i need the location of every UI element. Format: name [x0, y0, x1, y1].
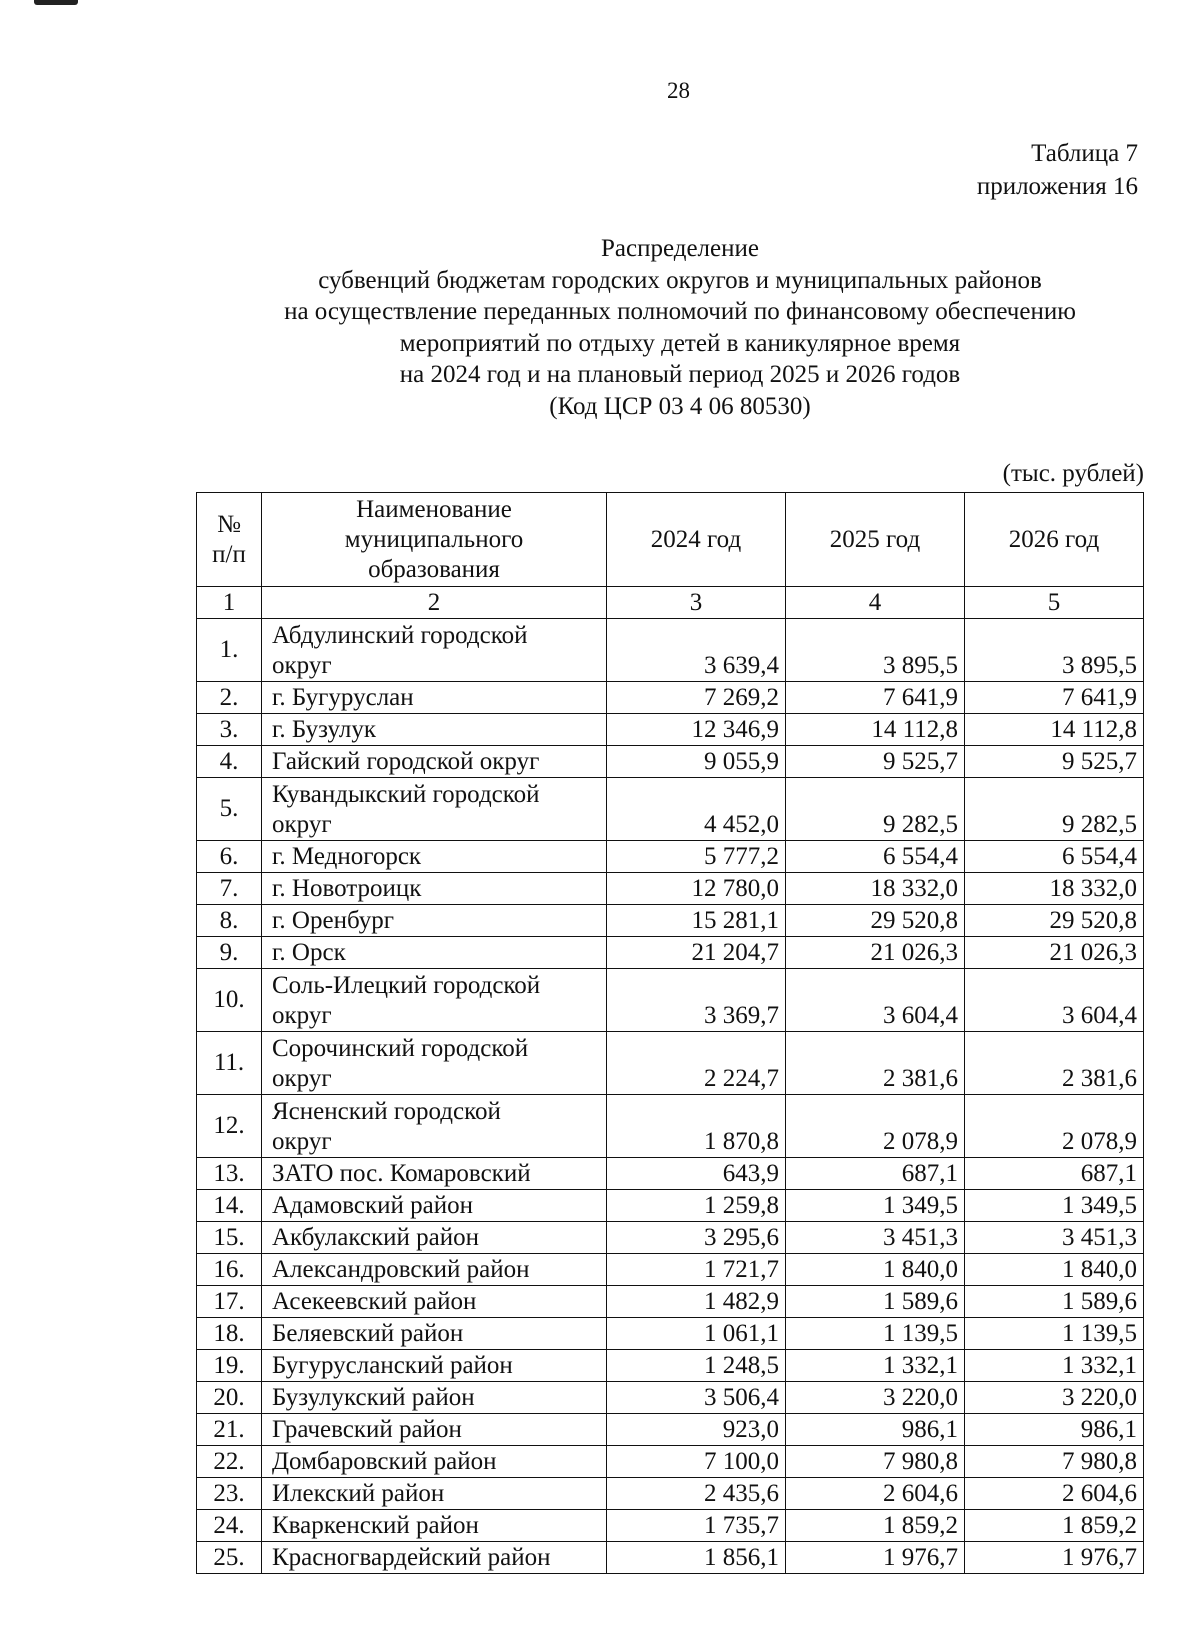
table-row: [197, 873, 1144, 905]
municipality-name: Александровский район: [262, 1254, 607, 1286]
header-2025: 2025 год: [786, 493, 965, 587]
table-row: [197, 1414, 1144, 1446]
units-label: (тыс. рублей): [1002, 460, 1144, 487]
value-2025: 14 112,8: [786, 714, 965, 746]
title-line: мероприятий по отдыху детей в каникулярное время: [399, 329, 961, 357]
municipality-name: Домбаровский район: [262, 1446, 607, 1478]
row-number: 13.: [197, 1158, 262, 1190]
row-number: 16.: [197, 1254, 262, 1286]
value-2024: 21 204,7: [607, 937, 786, 969]
municipality-name: [262, 1095, 607, 1158]
row-number: 7.: [197, 873, 262, 905]
value-2025: 1 589,6: [786, 1286, 965, 1318]
value-2026: 3 895,5: [965, 619, 1144, 682]
value-2025: 7 641,9: [786, 682, 965, 714]
municipality-name: [262, 969, 607, 1032]
value-2026: 1 349,5: [965, 1190, 1144, 1222]
table-row: [197, 1190, 1144, 1222]
value-2024: 1 721,7: [607, 1254, 786, 1286]
municipality-name-line: округ: [272, 1002, 332, 1029]
column-number: 1: [197, 587, 262, 619]
table-caption: [977, 137, 1138, 203]
table-row: [197, 937, 1144, 969]
table-row: [197, 1510, 1144, 1542]
value-2026: 3 604,4: [965, 969, 1144, 1032]
row-number: 12.: [197, 1095, 262, 1158]
value-2026: 21 026,3: [965, 937, 1144, 969]
municipality-name: [262, 619, 607, 682]
value-2024: 2 435,6: [607, 1478, 786, 1510]
value-2026: 1 139,5: [965, 1318, 1144, 1350]
row-number: 23.: [197, 1478, 262, 1510]
value-2025: 1 840,0: [786, 1254, 965, 1286]
table-row: [197, 746, 1144, 778]
header-number: № п/п: [197, 493, 262, 587]
value-2025: 21 026,3: [786, 937, 965, 969]
value-2024: 3 639,4: [607, 619, 786, 682]
municipality-name: г. Бузулук: [262, 714, 607, 746]
value-2025: 687,1: [786, 1158, 965, 1190]
municipality-name: Акбулакский район: [262, 1222, 607, 1254]
table-row: [197, 1032, 1144, 1095]
value-2024: 1 735,7: [607, 1510, 786, 1542]
value-2025: 3 604,4: [786, 969, 965, 1032]
header-name: Наименование муниципального образования: [262, 493, 607, 587]
row-number: 10.: [197, 969, 262, 1032]
row-number: 8.: [197, 905, 262, 937]
municipality-name: Бузулукский район: [262, 1382, 607, 1414]
table-row: [197, 1542, 1144, 1574]
column-number: 5: [965, 587, 1144, 619]
municipality-name-line: Абдулинский городской: [272, 622, 528, 649]
row-number: 14.: [197, 1190, 262, 1222]
municipality-name: [262, 1032, 607, 1095]
page-number: 28: [667, 78, 690, 103]
table-row: [197, 1286, 1144, 1318]
value-2024: 5 777,2: [607, 841, 786, 873]
municipality-name: г. Бугуруслан: [262, 682, 607, 714]
table-row: [197, 1446, 1144, 1478]
value-2024: 15 281,1: [607, 905, 786, 937]
header-2024: 2024 год: [607, 493, 786, 587]
value-2026: 7 980,8: [965, 1446, 1144, 1478]
row-number: 3.: [197, 714, 262, 746]
value-2024: 12 346,9: [607, 714, 786, 746]
municipality-name-line: округ: [272, 811, 332, 838]
subvention-table: [196, 492, 1144, 1574]
row-number: 24.: [197, 1510, 262, 1542]
row-number: 18.: [197, 1318, 262, 1350]
municipality-name-line: Кувандыкский городской: [272, 781, 540, 808]
row-number: 6.: [197, 841, 262, 873]
value-2025: 29 520,8: [786, 905, 965, 937]
municipality-name-line: Сорочинский городской: [272, 1035, 529, 1062]
column-number: 2: [262, 587, 607, 619]
value-2024: 3 506,4: [607, 1382, 786, 1414]
title-line: субвенций бюджетам городских округов и муниципальных районов: [318, 266, 1042, 294]
municipality-name-line: округ: [272, 652, 332, 679]
title-line: на осуществление переданных полномочий по финансовому обеспечению: [284, 298, 1076, 325]
table-row: [197, 1382, 1144, 1414]
municipality-name-line: Ясненский городской: [272, 1098, 501, 1125]
municipality-name: ЗАТО пос. Комаровский: [262, 1158, 607, 1190]
value-2025: 1 859,2: [786, 1510, 965, 1542]
value-2026: 2 078,9: [965, 1095, 1144, 1158]
value-2026: 687,1: [965, 1158, 1144, 1190]
table-body: [197, 587, 1144, 1574]
table-row: [197, 1158, 1144, 1190]
value-2026: 1 840,0: [965, 1254, 1144, 1286]
table-row: [197, 1350, 1144, 1382]
value-2024: 923,0: [607, 1414, 786, 1446]
value-2026: 1 859,2: [965, 1510, 1144, 1542]
row-number: 9.: [197, 937, 262, 969]
row-number: 19.: [197, 1350, 262, 1382]
value-2025: 2 381,6: [786, 1032, 965, 1095]
value-2025: 18 332,0: [786, 873, 965, 905]
value-2026: 1 976,7: [965, 1542, 1144, 1574]
title-code-line: (Код ЦСР 03 4 06 80530): [549, 392, 811, 420]
value-2025: 9 282,5: [786, 778, 965, 841]
value-2026: 9 525,7: [965, 746, 1144, 778]
row-number: 5.: [197, 778, 262, 841]
value-2025: 3 451,3: [786, 1222, 965, 1254]
table-row: [197, 1318, 1144, 1350]
value-2024: 1 259,8: [607, 1190, 786, 1222]
value-2026: 18 332,0: [965, 873, 1144, 905]
value-2025: 6 554,4: [786, 841, 965, 873]
column-number: 4: [786, 587, 965, 619]
value-2025: 1 976,7: [786, 1542, 965, 1574]
value-2026: 2 381,6: [965, 1032, 1144, 1095]
table-row: [197, 969, 1144, 1032]
row-number: 2.: [197, 682, 262, 714]
value-2025: 3 895,5: [786, 619, 965, 682]
row-number: 21.: [197, 1414, 262, 1446]
municipality-name-line: округ: [272, 1128, 332, 1155]
table-number: Таблица 7: [1031, 140, 1138, 167]
municipality-name: г. Орск: [262, 937, 607, 969]
value-2025: 1 332,1: [786, 1350, 965, 1382]
table-row: [197, 778, 1144, 841]
row-number: 4.: [197, 746, 262, 778]
value-2026: 29 520,8: [965, 905, 1144, 937]
value-2024: 1 870,8: [607, 1095, 786, 1158]
value-2025: 1 349,5: [786, 1190, 965, 1222]
municipality-name-line: округ: [272, 1065, 332, 1092]
municipality-name: [262, 778, 607, 841]
column-number: 3: [607, 587, 786, 619]
value-2025: 2 604,6: [786, 1478, 965, 1510]
value-2026: 7 641,9: [965, 682, 1144, 714]
municipality-name: Асекеевский район: [262, 1286, 607, 1318]
header-2026: 2026 год: [965, 493, 1144, 587]
row-number: 17.: [197, 1286, 262, 1318]
value-2024: 3 295,6: [607, 1222, 786, 1254]
table-row: [197, 1254, 1144, 1286]
value-2025: 9 525,7: [786, 746, 965, 778]
municipality-name: Кваркенский район: [262, 1510, 607, 1542]
value-2026: 1 332,1: [965, 1350, 1144, 1382]
appendix-reference: приложения 16: [976, 173, 1138, 200]
value-2025: 986,1: [786, 1414, 965, 1446]
value-2025: 1 139,5: [786, 1318, 965, 1350]
municipality-name-line: Соль-Илецкий городской: [272, 972, 541, 999]
value-2026: 6 554,4: [965, 841, 1144, 873]
value-2026: 3 451,3: [965, 1222, 1144, 1254]
value-2026: 3 220,0: [965, 1382, 1144, 1414]
row-number: 25.: [197, 1542, 262, 1574]
table-row: [197, 619, 1144, 682]
municipality-name: г. Оренбург: [262, 905, 607, 937]
value-2025: 3 220,0: [786, 1382, 965, 1414]
value-2024: 1 248,5: [607, 1350, 786, 1382]
value-2026: 1 589,6: [965, 1286, 1144, 1318]
column-number-row: [197, 587, 1144, 619]
value-2026: 9 282,5: [965, 778, 1144, 841]
value-2024: 3 369,7: [607, 969, 786, 1032]
municipality-name: Илекский район: [262, 1478, 607, 1510]
municipality-name: г. Медногорск: [262, 841, 607, 873]
row-number: 11.: [197, 1032, 262, 1095]
row-number: 22.: [197, 1446, 262, 1478]
table-row: [197, 1478, 1144, 1510]
municipality-name: г. Новотроицк: [262, 873, 607, 905]
value-2025: 2 078,9: [786, 1095, 965, 1158]
municipality-name: Грачевский район: [262, 1414, 607, 1446]
value-2024: 1 061,1: [607, 1318, 786, 1350]
title-line: на 2024 год и на плановый период 2025 и 2026 годов: [399, 361, 961, 388]
table-row: [197, 841, 1144, 873]
value-2024: 1 856,1: [607, 1542, 786, 1574]
value-2024: 643,9: [607, 1158, 786, 1190]
value-2026: 986,1: [965, 1414, 1144, 1446]
document-title: [200, 233, 1160, 422]
table-row: [197, 682, 1144, 714]
table-row: [197, 905, 1144, 937]
municipality-name: Беляевский район: [262, 1318, 607, 1350]
municipality-name: Гайский городской округ: [262, 746, 607, 778]
value-2026: 2 604,6: [965, 1478, 1144, 1510]
value-2024: 9 055,9: [607, 746, 786, 778]
value-2024: 7 269,2: [607, 682, 786, 714]
municipality-name: Бугурусланский район: [262, 1350, 607, 1382]
value-2024: 4 452,0: [607, 778, 786, 841]
scan-edge-mark: [34, 0, 78, 5]
table-row: [197, 1222, 1144, 1254]
table-row: [197, 1095, 1144, 1158]
value-2024: 2 224,7: [607, 1032, 786, 1095]
row-number: 15.: [197, 1222, 262, 1254]
municipality-name: Красногвардейский район: [262, 1542, 607, 1574]
row-number: 1.: [197, 619, 262, 682]
value-2025: 7 980,8: [786, 1446, 965, 1478]
value-2026: 14 112,8: [965, 714, 1144, 746]
value-2024: 7 100,0: [607, 1446, 786, 1478]
title-line: Распределение: [601, 235, 759, 262]
table-row: [197, 714, 1144, 746]
table-header-row: [197, 493, 1144, 587]
value-2024: 1 482,9: [607, 1286, 786, 1318]
value-2024: 12 780,0: [607, 873, 786, 905]
row-number: 20.: [197, 1382, 262, 1414]
municipality-name: Адамовский район: [262, 1190, 607, 1222]
